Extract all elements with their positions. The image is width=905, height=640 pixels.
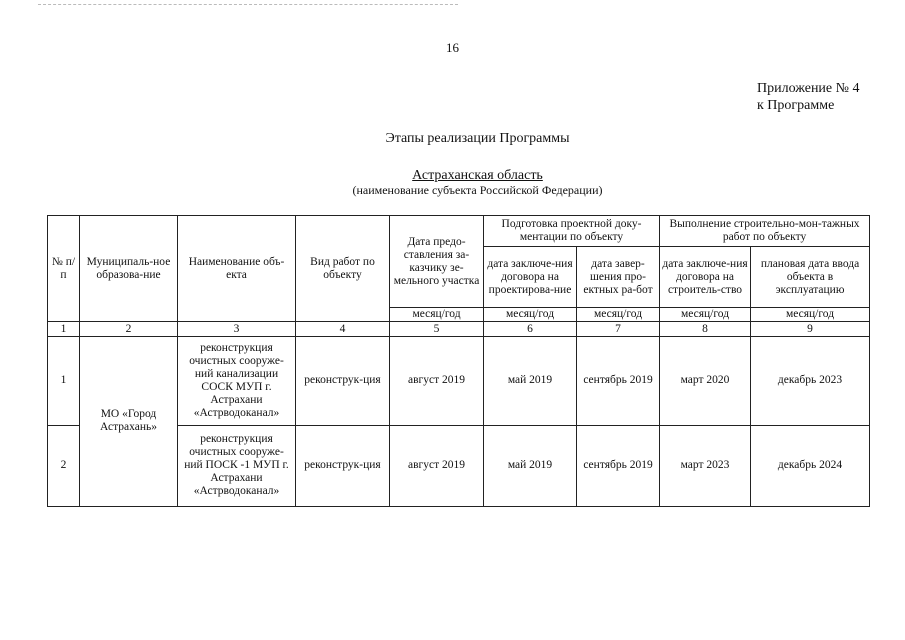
scan-edge-line: [38, 4, 458, 5]
unit-cell: месяц/год: [484, 308, 577, 322]
unit-cell: месяц/год: [390, 308, 484, 322]
unit-cell: месяц/год: [751, 308, 870, 322]
header-design-contract: дата заключе-ния договора на проектирова-ние: [484, 247, 577, 308]
work-type-cell: реконструк-ция: [296, 336, 390, 425]
appendix-line-1: Приложение № 4: [757, 81, 860, 96]
table-row: [48, 336, 870, 425]
unit-cell: месяц/год: [577, 308, 660, 322]
header-object-name: Наименование объ-екта: [178, 216, 296, 322]
column-number: 8: [660, 322, 751, 336]
header-land-date: Дата предо-ставления за-казчику зе-мельного участка: [390, 216, 484, 308]
construction-contract-cell: март 2020: [660, 336, 751, 425]
work-type-cell: реконструк-ция: [296, 425, 390, 506]
design-contract-cell: май 2019: [484, 336, 577, 425]
column-number: 2: [80, 322, 178, 336]
column-number: 3: [178, 322, 296, 336]
land-date-cell: август 2019: [390, 336, 484, 425]
header-num: № п/п: [48, 216, 80, 322]
column-number: 4: [296, 322, 390, 336]
unit-cell: месяц/год: [660, 308, 751, 322]
design-completion-cell: сентябрь 2019: [577, 425, 660, 506]
row-num: 2: [48, 425, 80, 506]
header-municipality: Муниципаль-ное образова-ние: [80, 216, 178, 322]
appendix-line-2: к Программе: [757, 98, 835, 113]
header-construction-group: Выполнение строительно-мон-тажных работ по объекту: [660, 216, 870, 247]
header-design-group: Подготовка проектной доку-ментации по объекту: [484, 216, 660, 247]
column-number: 7: [577, 322, 660, 336]
column-number: 6: [484, 322, 577, 336]
column-numbers-row: [48, 322, 870, 336]
commissioning-cell: декабрь 2024: [751, 425, 870, 506]
region-name: Астраханская область: [412, 168, 543, 183]
object-cell: реконструкция очистных сооруже-ний ПОСК -1 МУП г. Астрахани «Астрводоканал»: [178, 425, 296, 506]
page-number: 16: [446, 40, 459, 55]
municipality-cell: МО «Город Астрахань»: [80, 336, 178, 506]
region-note: (наименование субъекта Российской Федерации): [352, 183, 603, 197]
header-construction-contract: дата заключе-ния договора на строитель-ство: [660, 247, 751, 308]
appendix-label: [757, 80, 860, 114]
column-number: 5: [390, 322, 484, 336]
land-date-cell: август 2019: [390, 425, 484, 506]
document-title: Этапы реализации Программы: [385, 131, 570, 146]
stages-table: [47, 215, 870, 507]
commissioning-cell: декабрь 2023: [751, 336, 870, 425]
header-row-1: [48, 216, 870, 247]
header-commissioning: плановая дата ввода объекта в эксплуатацию: [751, 247, 870, 308]
header-design-completion: дата завер-шения про-ектных ра-бот: [577, 247, 660, 308]
column-number: 1: [48, 322, 80, 336]
row-num: 1: [48, 336, 80, 425]
object-cell: реконструкция очистных сооруже-ний канализации СОСК МУП г. Астрахани «Астрводоканал»: [178, 336, 296, 425]
header-work-type: Вид работ по объекту: [296, 216, 390, 322]
construction-contract-cell: март 2023: [660, 425, 751, 506]
column-number: 9: [751, 322, 870, 336]
design-contract-cell: май 2019: [484, 425, 577, 506]
design-completion-cell: сентябрь 2019: [577, 336, 660, 425]
